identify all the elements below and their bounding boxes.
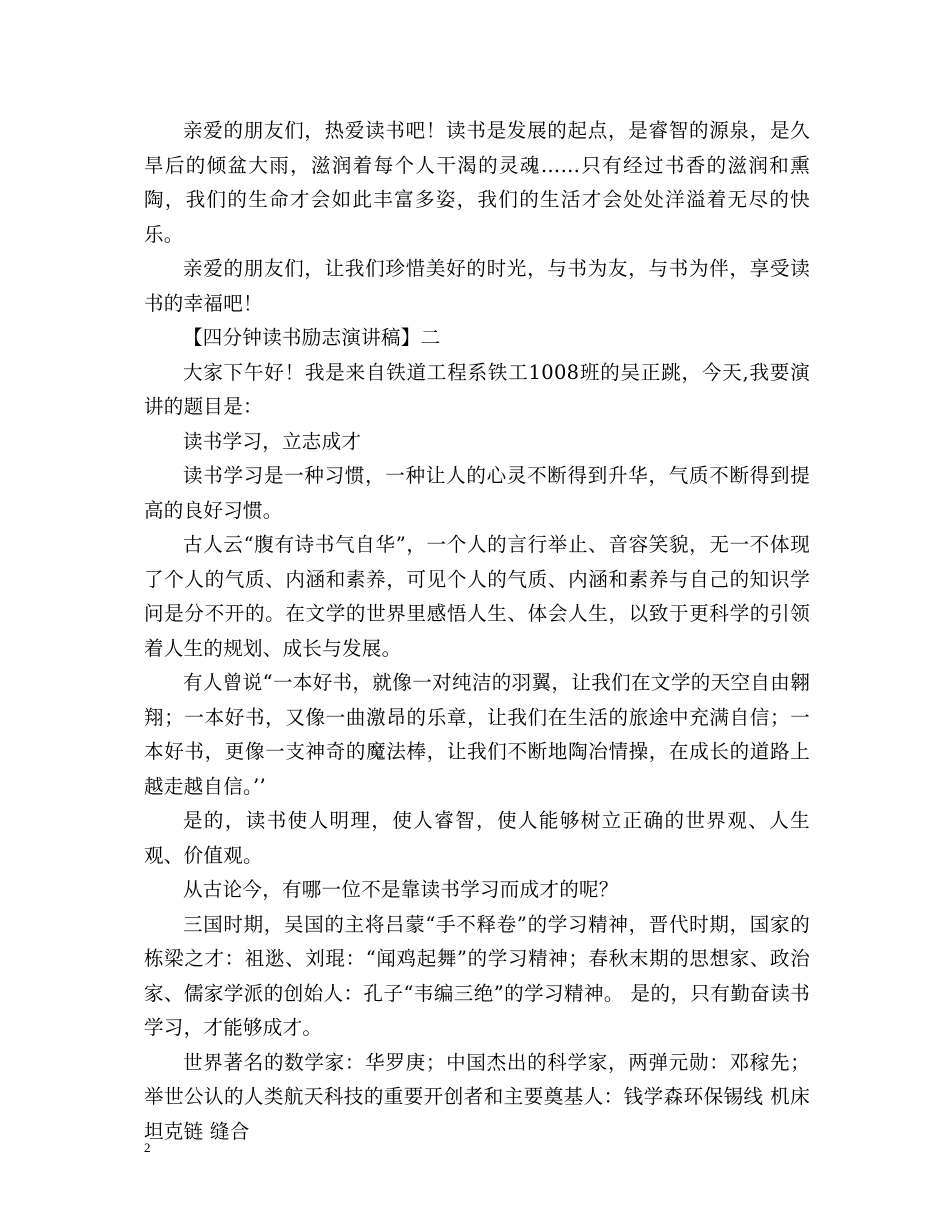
paragraph-question: 从古论今，有哪一位不是靠读书学习而成才的呢？ <box>183 878 619 901</box>
paragraph-habit: 读书学习是一种习惯，一种让人的心灵不断得到升华，气质不断得到提高的良好习惯。 <box>144 464 810 522</box>
page-content <box>144 114 810 1149</box>
speech-title: 读书学习，立志成才 <box>183 429 362 453</box>
paragraph-closing-appeal: 亲爱的朋友们，热爱读书吧！读书是发展的起点，是睿智的源泉，是久旱后的倾盆大雨，滋润着每个人干渴的灵魂……只有经过书香的滋润和熏陶，我们的生命才会如此丰富多姿，我们的生活才会处处洋溢着无尽的快乐。 <box>144 119 810 246</box>
paragraph-greeting: 大家下午好！我是来自铁道工程系铁工1008班的吴正跳，今天,我要演讲的题目是： <box>144 360 810 418</box>
section-heading: 【四分钟读书励志演讲稿】二 <box>183 326 441 349</box>
paragraph-historical-examples: 三国时期，吴国的主将吕蒙“手不释卷”的学习精神，晋代时期，国家的栋梁之才：祖逖、刘琨：“闻鸡起舞”的学习精神；春秋末期的思想家、政治家、儒家学派的创始人：孔子“韦编三绝”的学习精神。 是的，只有勤奋读书学习，才能够成才。 <box>144 912 810 1039</box>
paragraph-ancient-saying: 古人云“腹有诗书气自华”，一个人的言行举止、音容笑貌，无一不体现了个人的气质、内涵和素养，可见个人的气质、内涵和素养与自己的知识学问是分不开的。在文学的世界里感悟人生、体会人生，以致于更科学的引领着人生的规划、成长与发展。 <box>144 533 810 660</box>
paragraph-good-book: 有人曾说“一本好书，就像一对纯洁的羽翼，让我们在文学的天空自由翱翔；一本好书，又像一曲激昂的乐章，让我们在生活的旅途中充满自信；一本好书，更像一支神奇的魔法棒，让我们不断地陶冶情操，在成长的道路上越走越自信。’’ <box>144 671 810 798</box>
page-number: 2 <box>144 1140 151 1155</box>
paragraph-scientists: 世界著名的数学家：华罗庚；中国杰出的科学家，两弹元勋：邓稼先；举世公认的人类航天科技的重要开创者和主要奠基人：钱学森环保锡线 机床坦克链 缝合 <box>144 1050 810 1143</box>
paragraph-reading-benefits: 是的，读书使人明理，使人睿智，使人能够树立正确的世界观、人生观、价值观。 <box>144 809 810 867</box>
paragraph-cherish-time: 亲爱的朋友们，让我们珍惜美好的时光，与书为友，与书为伴，享受读书的幸福吧！ <box>144 257 810 315</box>
